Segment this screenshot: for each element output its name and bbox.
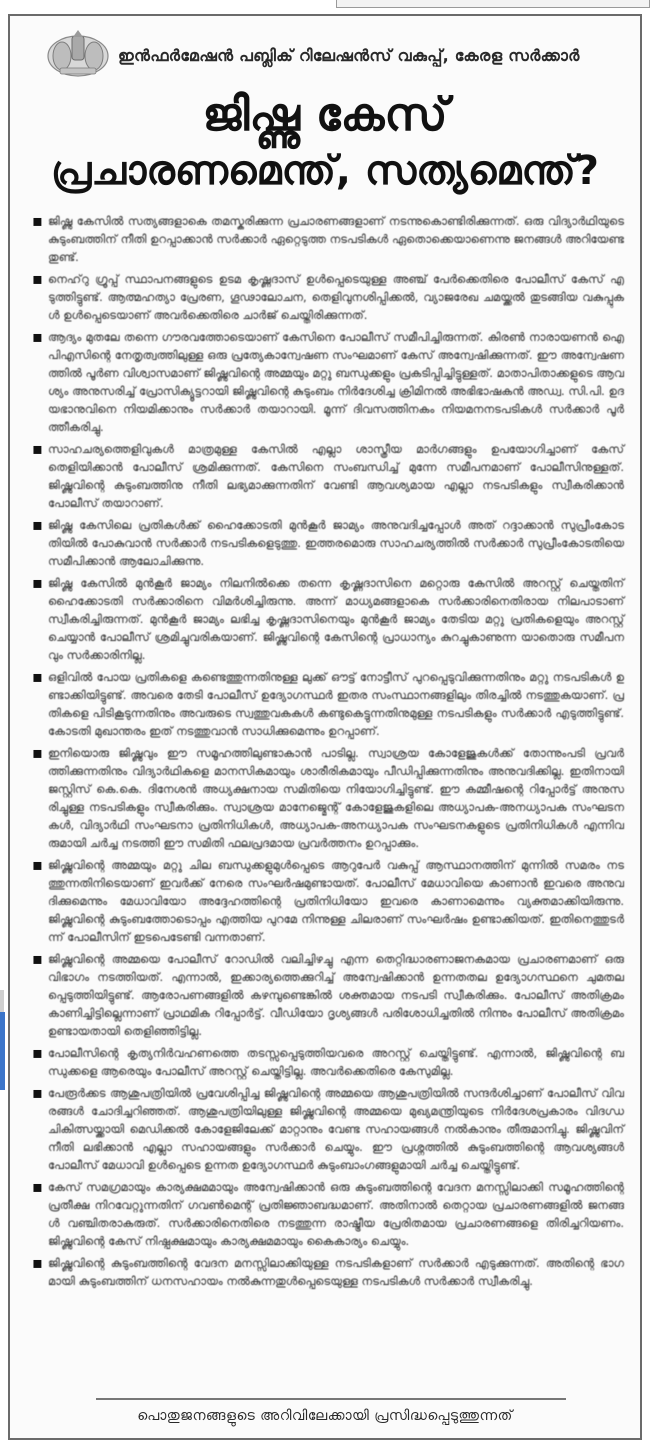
window-tab[interactable] <box>336 0 650 8</box>
statement-text: പോലീസിന്റെ കൃത്യനിർവഹണത്തെ തടസ്സപ്പെടുത്തിയവരെ അറസ്റ്റ് ചെയ്തിട്ടുണ്ട്. എന്നാൽ, ജിഷ്ണുവിന്റെ ബന്ധുക്കളെ ആരെയും പോലീസ് അറസ്റ്റ് ചെയ്തിട്ടില്ല. അവർക്കെതിരെ കേസുമില്ല. <box>48 1046 624 1078</box>
statement-paragraph <box>32 950 624 1040</box>
bullet-icon: ▪ <box>32 515 43 534</box>
statement-text: പേരൂർക്കട ആശുപത്രിയിൽ പ്രവേശിപ്പിച്ച ജിഷ്ണുവിന്റെ അമ്മയെ ആശുപത്രിയിൽ സന്ദർശിച്ചാണ് പോലീസ് വിവരങ്ങൾ ചോദിച്ചറിഞ്ഞത്. ആശുപത്രിയിലുള്ള ജിഷ്ണുവിന്റെ അമ്മയെ മുഖ്യമന്ത്രിയുടെ നിർദേശപ്രകാരം വിദഗ്ധ ചികിത്സയ്ക്കായി മെഡിക്കൽ കോളേജിലേക്ക് മാറ്റാനും വേണ്ട സഹായങ്ങൾ നൽകാനും തീരുമാനിച്ചു. ജിഷ്ണുവിന് നീതി ലഭിക്കാൻ എല്ലാ സഹായങ്ങളും സർക്കാർ ചെയ്യും. ഈ പ്രശ്നത്തിൽ കുടുംബത്തിന്റെ ആവശ്യങ്ങൾ പോലീസ് മേധാവി ഉൾപ്പെടെ ഉന്നത ഉദ്യോഗസ്ഥർ കുടുംബാംഗങ്ങളുമായി ചർച്ച ചെയ്തിട്ടുണ്ട്. <box>48 1086 624 1172</box>
statement-text: സാഹചര്യത്തെളിവുകൾ മാത്രമുള്ള കേസിൽ എല്ലാ ശാസ്ത്രീയ മാർഗങ്ങളും ഉപയോഗിച്ചാണ് കേസ് തെളിയിക്കാൻ പോലീസ് ശ്രമിക്കുന്നത്. കേസിനെ സംബന്ധിച്ച് മുന്നേ സമീപനമാണ് പോലീസിനുള്ളത്. ജിഷ്ണുവിന്റെ കുടുംബത്തിനു നീതി ലഭ്യമാക്കുന്നതിന് വേണ്ടി ആവശ്യമായ എല്ലാ നടപടികളും സ്വീകരിക്കാൻ പോലീസ് തയാറാണ്. <box>48 442 624 510</box>
statement-paragraph <box>32 516 624 570</box>
bullet-icon: ▪ <box>32 573 43 592</box>
statement-paragraph <box>32 574 624 664</box>
statement-paragraph <box>32 668 624 740</box>
statement-text: കേസ് സമഗ്രമായും കാര്യക്ഷമമായും അന്വേഷിക്കാൻ ഒരു കുടുംബത്തിന്റെ വേദന മനസ്സിലാക്കി സമൂഹത്തിന്റെ പ്രതീക്ഷ നിറവേറ്റുന്നതിന് ഗവൺമെന്റ് പ്രതിജ്ഞാബദ്ധമാണ്. അതിനാൽ തെറ്റായ പ്രചാരണങ്ങളിൽ ജനങ്ങൾ വഞ്ചിതരാകരുത്. സർക്കാരിനെതിരെ നടത്തുന്ന രാഷ്ട്രീയ പ്രേരിതമായ പ്രചാരണങ്ങളെ തിരിച്ചറിയണം. ജിഷ്ണുവിന്റെ കേസ് നിഷ്പക്ഷമായും കാര്യക്ഷമമായും കൈകാര്യം ചെയ്യും. <box>48 1180 624 1248</box>
department-name: ഇൻഫർമേഷൻ പബ്ലിക് റിലേഷൻസ് വകുപ്പ്, കേരള സർക്കാർ <box>118 46 580 65</box>
window-edge-blue <box>0 1012 5 1090</box>
statement-text: ജിഷ്ണു കേസിലെ പ്രതികൾക്ക് ഹൈക്കോടതി മുൻകൂർ ജാമ്യം അനുവദിച്ചപ്പോൾ അത് റദ്ദാക്കാൻ സുപ്രീംകോടതിയിൽ പോകുവാൻ സർക്കാർ നടപടികളെടുത്തു. ഇത്തരമൊരു സാഹചര്യത്തിൽ സർക്കാർ സുപ്രീംകോടതിയെ സമീപിക്കാൻ ആലോചിക്കുന്നു. <box>48 518 624 568</box>
statement-paragraph <box>32 1084 624 1174</box>
bullet-icon: ▪ <box>32 1253 43 1272</box>
statement-text: ഇനിയൊരു ജിഷ്ണുവും ഈ സമൂഹത്തിലുണ്ടാകാൻ പാടില്ല. സ്വാശ്രയ കോളേജുകൾക്ക് തോന്നുംപടി പ്രവർത്തിക്കുന്നതിനും വിദ്യാർഥികളെ മാനസികമായും ശാരീരികമായും പീഡിപ്പിക്കുന്നതിനും അനുവദിക്കില്ല. ഇതിനായി ജസ്റ്റിസ് കെ.കെ. ദിനേശൻ അധ്യക്ഷനായ സമിതിയെ നിയോഗിച്ചിട്ടുണ്ട്. ഈ കമ്മീഷന്റെ റിപ്പോർട്ട് അനുസരിച്ചുള്ള നടപടികളും സ്വീകരിക്കും. സ്വാശ്രയ മാനേജ്മെന്റ് കോളേജുകളിലെ അധ്യാപക-അനധ്യാപക സംഘടനകൾ, വിദ്യാർഥി സംഘടനാ പ്രതിനിധികൾ, അധ്യാപക-അനധ്യാപക സംഘടനകളുടെ പ്രതിനിധികൾ എന്നിവരുമായി ചർച്ച നടത്തി ഈ സമിതി ഫലപ്രദമായ പ്രവർത്തനം ഉറപ്പാക്കും. <box>48 746 624 850</box>
footer-divider <box>96 1398 566 1400</box>
statement-text: ആദ്യം മുതലേ തന്നെ ഗൗരവത്തോടെയാണ് കേസിനെ പോലീസ് സമീപിച്ചിരുന്നത്. കിരൺ നാരായണൻ ഐപിഎസിന്റെ നേതൃത്വത്തിലുള്ള ഒരു പ്രത്യേകാന്വേഷണ സംഘമാണ് കേസ് അന്വേഷിക്കുന്നത്. ഈ അന്വേഷണത്തിൽ പൂർണ വിശ്വാസമാണ് ജിഷ്ണുവിന്റെ അമ്മയും മറ്റു ബന്ധുക്കളും പ്രകടിപ്പിച്ചിട്ടുള്ളത്. മാതാപിതാക്കളുടെ ആവശ്യം അനുസരിച്ച് പ്രോസിക്യൂട്ടറായി ജിഷ്ണുവിന്റെ കുടുംബം നിർദേശിച്ച ക്രിമിനൽ അഭിഭാഷകൻ അഡ്വ. സി.പി. ഉദയഭാനുവിനെ നിയമിക്കാനും സർക്കാർ തയാറായി. മൂന്ന് ദിവസത്തിനകം നിയമനനടപടികൾ സർക്കാർ പൂർത്തീകരിച്ചു. <box>48 330 624 434</box>
subheadline: പ്രചാരണമെന്ത്, സത്യമെന്ത്? <box>51 148 599 194</box>
bullet-icon: ▪ <box>32 949 43 968</box>
statement-paragraph <box>32 856 624 946</box>
window-edge-grey <box>0 990 4 1012</box>
bullet-icon: ▪ <box>32 1177 43 1196</box>
statement-paragraph <box>32 440 624 512</box>
statement-text: ഒളിവിൽ പോയ പ്രതികളെ കണ്ടെത്തുന്നതിനുള്ള ലുക്ക് ഔട്ട് നോട്ടീസ് പുറപ്പെടുവിക്കുന്നതിനും മറ്റു നടപടികൾ ഉണ്ടാക്കിയിട്ടുണ്ട്. അവരെ തേടി പോലീസ് ഉദ്യോഗസ്ഥർ ഇതര സംസ്ഥാനങ്ങളിലും തിരച്ചിൽ നടത്തുകയാണ്. പ്രതികളെ പിടികൂടുന്നതിനും അവരുടെ സ്വത്തുവകകൾ കണ്ടുകെട്ടുന്നതിനുമുള്ള നടപടികളും സർക്കാർ എടുത്തിട്ടുണ്ട്. കോടതി മുഖാന്തരം ഇത് നടത്തുവാൻ സാധിക്കുമെന്നും ഉറപ്പാണ്. <box>48 670 624 738</box>
bullet-icon: ▪ <box>32 667 43 686</box>
headline: ജിഷ്ണു കേസ് <box>202 87 448 141</box>
browser-top-strip <box>0 0 650 14</box>
statement-text: ജിഷ്ണുവിന്റെ അമ്മയും മറ്റു ചില ബന്ധുക്കളുമുൾപ്പെടെ ആറുപേർ വകുപ്പ് ആസ്ഥാനത്തിന് മുന്നിൽ സമരം നടത്തുന്നതിനിടെയാണ് ഇവർക്ക് നേരെ സംഘർഷമുണ്ടായത്. പോലീസ് മേധാവിയെ കാണാൻ ഇവരെ അനുവദിക്കുമെന്നും മേധാവിയോ അദ്ദേഹത്തിന്റെ പ്രതിനിധിയോ ഇവരെ കാണാമെന്നും വ്യക്തമാക്കിയിരുന്നു. ജിഷ്ണുവിന്റെ കുടുംബത്തോടൊപ്പം എത്തിയ പുറമേ നിന്നുള്ള ചിലരാണ് സംഘർഷം ഉണ്ടാക്കിയത്. ഇതിനെത്തുടർന്ന് പോലീസിന് ഇടപെടേണ്ടി വന്നതാണ്. <box>48 858 624 944</box>
statement-paragraph <box>32 1254 624 1290</box>
footer-note: പൊതുജനങ്ങളുടെ അറിവിലേക്കായി പ്രസിദ്ധപ്പെടുത്തുന്നത് <box>137 1408 513 1424</box>
statement-list <box>32 212 624 1294</box>
statement-text: ജിഷ്ണുവിന്റെ അമ്മയെ പോലീസ് റോഡിൽ വലിച്ചിഴച്ചു എന്ന തെറ്റിദ്ധാരണാജനകമായ പ്രചാരണമാണ് ഒരു വിഭാഗം നടത്തിയത്. എന്നാൽ, ഇക്കാര്യത്തെക്കുറിച്ച് അന്വേഷിക്കാൻ ഉന്നതതല ഉദ്യോഗസ്ഥനെ ചുമതലപ്പെടുത്തിയിട്ടുണ്ട്. ആരോപണങ്ങളിൽ കഴമ്പുണ്ടെങ്കിൽ ശക്തമായ നടപടി സ്വീകരിക്കും. പോലീസ് അതിക്രമം കാണിച്ചിട്ടില്ലെന്നാണ് പ്രാഥമിക റിപ്പോർട്ട്. വീഡിയോ ദൃശ്യങ്ങൾ പരിശോധിച്ചതിൽ നിന്നും പോലീസ് അതിക്രമം ഉണ്ടായതായി തെളിഞ്ഞിട്ടില്ല. <box>48 952 624 1038</box>
bullet-icon: ▪ <box>32 327 43 346</box>
statement-paragraph <box>32 270 624 324</box>
statement-paragraph <box>32 328 624 436</box>
bullet-icon: ▪ <box>32 269 43 288</box>
bullet-icon: ▪ <box>32 1043 43 1062</box>
ad-header <box>10 16 640 216</box>
statement-paragraph <box>32 744 624 852</box>
statement-paragraph <box>32 1044 624 1080</box>
statement-text: ജിഷ്ണുവിന്റെ കുടുംബത്തിന്റെ വേദന മനസ്സിലാക്കിയുള്ള നടപടികളാണ് സർക്കാർ എടുക്കുന്നത്. അതിന്റെ ഭാഗമായി കുടുംബത്തിന് ധനസഹായം നൽകുന്നതുൾപ്പെടെയുള്ള നടപടികൾ സർക്കാർ സ്വീകരിച്ചു. <box>48 1256 624 1288</box>
bullet-icon: ▪ <box>32 211 43 230</box>
statement-paragraph <box>32 1178 624 1250</box>
bullet-icon: ▪ <box>32 1083 43 1102</box>
newspaper-advertisement <box>8 14 642 1440</box>
statement-paragraph <box>32 212 624 266</box>
bullet-icon: ▪ <box>32 855 43 874</box>
kerala-state-emblem-icon <box>42 26 114 80</box>
statement-text: ജിഷ്ണു കേസിൽ മുൻകൂർ ജാമ്യം നിലനിൽക്കെ തന്നെ കൃഷ്ണദാസിനെ മറ്റൊരു കേസിൽ അറസ്റ്റ് ചെയ്തതിന് ഹൈക്കോടതി സർക്കാരിനെ വിമർശിച്ചിരുന്നു. അന്ന് മാധ്യമങ്ങളാകെ സർക്കാരിനെതിരായ നിലപാടാണ് സ്വീകരിച്ചിരുന്നത്. മുൻകൂർ ജാമ്യം ലഭിച്ച കൃഷ്ണദാസിനെയും മുൻകൂർ ജാമ്യം തേടിയ മറ്റു പ്രതികളെയും അറസ്റ്റ് ചെയ്യാൻ പോലീസ് ശ്രമിച്ചുവരികയാണ്. ജിഷ്ണുവിന്റെ കേസിന്റെ പ്രാധാന്യം കുറച്ചുകാണുന്ന യാതൊരു സമീപനവും സർക്കാരിനില്ല. <box>48 576 624 662</box>
bullet-icon: ▪ <box>32 743 43 762</box>
bullet-icon: ▪ <box>32 439 43 458</box>
statement-text: ജിഷ്ണു കേസിൽ സത്യങ്ങളാകെ തമസ്കരിക്കുന്ന പ്രചാരണങ്ങളാണ് നടന്നുകൊണ്ടിരിക്കുന്നത്. ഒരു വിദ്യാർഥിയുടെ കുടുംബത്തിന് നീതി ഉറപ്പാക്കാൻ സർക്കാർ ഏറ്റെടുത്ത നടപടികൾ ഏതൊക്കെയാണെന്നു ജനങ്ങൾ അറിയേണ്ടതുണ്ട്. <box>48 214 624 264</box>
statement-text: നെഹ്‌റു ഗ്രൂപ്പ് സ്ഥാപനങ്ങളുടെ ഉടമ കൃഷ്ണദാസ് ഉൾപ്പെടെയുള്ള അഞ്ച് പേർക്കെതിരെ പോലീസ് കേസ് എടുത്തിട്ടുണ്ട്. ആത്മഹത്യാ പ്രേരണ, ഗൂഢാലോചന, തെളിവുനശിപ്പിക്കൽ, വ്യാജരേഖ ചമയ്ക്കൽ തുടങ്ങിയ വകുപ്പുകൾ ഉൾപ്പെടെയാണ് അവർക്കെതിരെ ചാർജ് ചെയ്തിരിക്കുന്നത്. <box>48 272 624 322</box>
